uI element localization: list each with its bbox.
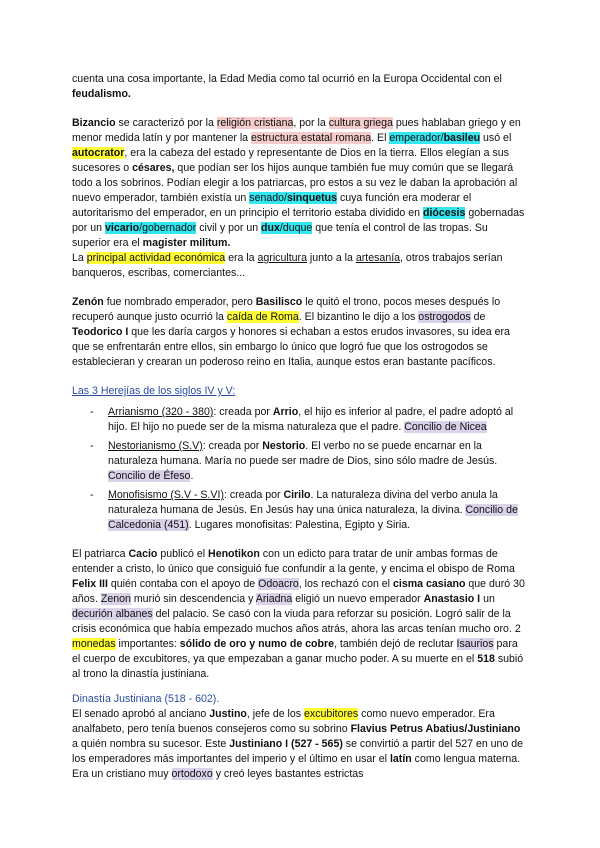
- text: que les daría cargos y honores si echaban a estos erudos invasores, su idea era que se enfrentarán entre ellos, sin embargo lo único que logró fue que los ostrogodos se establecieran y crearan un poderoso reino en Italia, aunque estos eran bastante pacíficos.: [72, 326, 510, 368]
- text: civil y por un: [196, 222, 262, 234]
- underline: Arrianismo (320 - 380): [108, 406, 214, 418]
- highlight: principal actividad económica: [86, 252, 226, 264]
- underline: agricultura: [257, 252, 307, 264]
- term: Felix III: [72, 578, 108, 590]
- paragraph-zenon: [72, 295, 528, 370]
- highlight: Isaurios: [456, 638, 494, 650]
- text: publicó el: [157, 548, 209, 560]
- highlight: ortodoxo: [171, 768, 213, 780]
- term: Justiniano I (527 - 565): [229, 738, 343, 750]
- text: eligió un nuevo emperador: [292, 593, 424, 605]
- text: murió sin descendencia y: [130, 593, 256, 605]
- text: como nuevo emperador. Era analfabeto, pero tenía buenos consejeros como su sobrino: [72, 708, 495, 735]
- text: quién contaba con el apoyo de: [107, 578, 259, 590]
- document-page: [72, 72, 528, 782]
- text: . La naturaleza divina del verbo anula la naturaleza humana de Jesús. En Jesús hay una única naturaleza, la divina.: [108, 489, 498, 516]
- term: Cacio: [128, 548, 158, 560]
- highlight: /duque: [279, 222, 313, 234]
- highlight: basileu: [443, 132, 481, 144]
- text: para el cuerpo de excubitores, ya que empezaban a ganar mucho poder. A su muerte en el: [72, 638, 518, 665]
- highlight: ostrogodos: [418, 311, 471, 323]
- text: junto a la: [306, 252, 356, 264]
- term: Arrio: [272, 406, 299, 418]
- paragraph-justino: [72, 707, 528, 782]
- underline: Monofisismo (S.V - S.VI): [108, 489, 224, 501]
- term-feudalismo: feudalismo.: [72, 88, 131, 100]
- term: Justino: [209, 708, 247, 720]
- text: , era la cabeza del estado y representante de Dios en la tierra. Ellos elegían a sus sucesores o: [72, 147, 509, 174]
- highlight: senado/: [249, 192, 287, 204]
- text: , los rechazó con el: [298, 578, 393, 590]
- heresies-heading-link[interactable]: Las 3 Herejías de los siglos IV y V:: [72, 385, 236, 397]
- list-item: [108, 488, 528, 533]
- text: de: [470, 311, 486, 323]
- text: era la: [225, 252, 258, 264]
- highlight: diócesis: [422, 207, 466, 219]
- text: se caracterizó por la: [115, 117, 217, 129]
- text: , otros trabajos serían banqueros, escribas, comerciantes...: [72, 252, 503, 279]
- dynasty-heading: Dinastía Justiniana (518 - 602).: [72, 693, 220, 705]
- paragraph-intro: [72, 72, 528, 102]
- text: a quién nombra su sucesor. Este: [72, 738, 230, 750]
- text: , jefe de los: [246, 708, 305, 720]
- term: césares,: [132, 162, 175, 174]
- text: La: [72, 252, 87, 264]
- term: Nestorio: [262, 440, 306, 452]
- underline: artesanía: [355, 252, 401, 264]
- term: latín: [389, 753, 412, 765]
- text: que duró 30 años.: [72, 578, 525, 605]
- text: . El verbo no se puede encarnar en la naturaleza humana. María no puede ser madre de Dios, sino sólo madre de Jesús.: [108, 440, 498, 467]
- highlight: estructura estatal romana: [251, 132, 372, 144]
- highlight: sinquetus: [286, 192, 337, 204]
- heresies-list: [72, 405, 528, 533]
- highlight: Concilio de Éfeso: [108, 470, 191, 482]
- highlight: autocrator: [72, 147, 125, 159]
- list-item: [108, 405, 528, 435]
- list-item: [108, 439, 528, 484]
- highlight: vicario: [104, 222, 140, 234]
- highlight: /gobernador: [139, 222, 197, 234]
- text: gobernadas por un: [72, 207, 525, 234]
- term: Bizancio: [72, 117, 116, 129]
- paragraph-economia: [72, 251, 528, 281]
- text: se convirtió a partir del 527 en uno de los emperadores más importantes del imperio y el último en usar el: [72, 738, 524, 765]
- highlight: dux: [261, 222, 280, 234]
- term: Cirilo: [283, 489, 311, 501]
- term: Teodorico I: [72, 326, 129, 338]
- term: Henotikon: [208, 548, 260, 560]
- term: sólido de oro y numo de cobre: [179, 638, 334, 650]
- term: 518: [477, 653, 495, 665]
- paragraph-bizancio: [72, 116, 528, 251]
- text: cuya función era moderar el autoritarismo del emperador, en un principio el territorio estaba dividido en: [72, 192, 472, 219]
- text: : creada por: [223, 489, 284, 501]
- term: Flavius Petrus Abatius/Justiniano: [350, 723, 521, 735]
- highlight: caída de Roma: [226, 311, 299, 323]
- text: subió al trono la dinastía justiniana.: [72, 653, 524, 680]
- text: : creada por: [202, 440, 263, 452]
- term: Zenón: [72, 296, 104, 308]
- highlight: religión cristiana: [216, 117, 294, 129]
- text: .: [190, 470, 194, 482]
- highlight: emperador/: [389, 132, 444, 144]
- text: El patriarca: [72, 548, 129, 560]
- highlight: Ariadna: [255, 593, 293, 605]
- highlight: excubitores: [304, 708, 359, 720]
- text: pues hablaban griego y en menor medida latín y por mantener la: [72, 117, 521, 144]
- highlight: decurión albanes: [72, 608, 153, 620]
- text: . El bizantino le dijo a los: [298, 311, 419, 323]
- term: magister militum.: [142, 237, 231, 249]
- text: que podían ser los hijos aunque también fue muy común que se llegará todo a los sobrinos. Podían elegir a los patriarcas, pro estos a su vez le daban la aprobación al nuevo emperador, también existía un: [72, 162, 518, 204]
- text: importantes:: [115, 638, 180, 650]
- text: como lengua materna. Era un cristiano muy: [72, 753, 521, 780]
- highlight: cultura griega: [328, 117, 393, 129]
- highlight: monedas: [72, 638, 116, 650]
- term: Basilisco: [255, 296, 303, 308]
- highlight: Concilio de Nicea: [404, 421, 487, 433]
- text: , el hijo es inferior al padre, el padre adoptó al hijo. El hijo no puede ser de la misma naturaleza que el padre.: [108, 406, 514, 433]
- text: un: [480, 593, 495, 605]
- underline: Nestorianismo (S.V): [108, 440, 203, 452]
- text: fue nombrado emperador, pero: [103, 296, 256, 308]
- term: Anastasio I: [423, 593, 481, 605]
- highlight: Odoacro: [258, 578, 299, 590]
- text: , también dejó de reclutar: [334, 638, 457, 650]
- highlight: Concilio de Calcedonia (451): [108, 504, 518, 531]
- text: El senado aprobó al anciano: [72, 708, 210, 720]
- text: : creada por: [213, 406, 273, 418]
- text: con un edicto para tratar de unir ambas formas de entender a cristo, lo único que consiguió fue confundir a la gente, y encima el obispo de Roma: [72, 548, 515, 575]
- text: , por la: [293, 117, 329, 129]
- text: usó el: [480, 132, 512, 144]
- text: del palacio. Se casó con la viuda para reforzar su posición. Logró salir de la crisis económica que había empezado muchos años atrás, ahora las arcas tenían mucho oro. 2: [72, 608, 521, 635]
- text: y creó leyes bastantes estrictas: [212, 768, 364, 780]
- text: . Lugares monofisitas: Palestina, Egipto y Siria.: [188, 519, 411, 531]
- text: que tenía el control de las tropas. Su superior era el: [72, 222, 488, 249]
- term: cisma casiano: [392, 578, 466, 590]
- text: le quitó el trono, pocos meses después lo recuperó aunque justo ocurrió la: [72, 296, 501, 323]
- paragraph-cacio: [72, 547, 528, 682]
- text: . El: [371, 132, 390, 144]
- text: cuenta una cosa importante, la Edad Media como tal ocurrió en la Europa Occidental con el: [72, 73, 502, 85]
- highlight: Zenon: [100, 593, 131, 605]
